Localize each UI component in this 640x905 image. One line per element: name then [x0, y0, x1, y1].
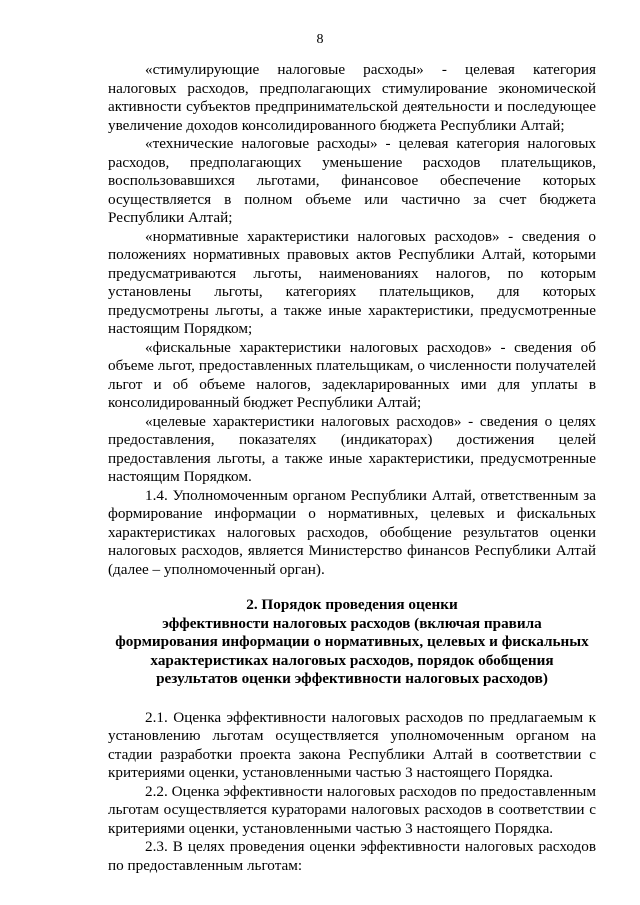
definition-stimulating: «стимулирующие налоговые расходы» - целевая категория налоговых расходов, предполагающих стимулирование экономической активности субъектов предпринимательской деятельности и последующее увеличение доходов консолидированного бюджета Республики Алтай; [108, 61, 596, 134]
definition-target: «целевые характеристики налоговых расходов» - сведения о целях предоставления, показателях (индикаторах) достижения целей предоставления льготы, а также иные характеристики, предусмотренные настоящим Порядком. [108, 412, 596, 485]
section-heading-line: характеристиках налоговых расходов, порядок обобщения [150, 651, 554, 669]
section-heading-line: формирования информации о нормативных, целевых и фискальных [115, 633, 589, 650]
clause-2-2: 2.2. Оценка эффективности налоговых расходов по предоставленным льготам осуществляется кураторами налоговых расходов в соответствии с критериями оценки, установленными частью 3 настоящего Порядка. [108, 782, 596, 837]
clause-1-4: 1.4. Уполномоченным органом Республики Алтай, ответственным за формирование информации о нормативных, целевых и фискальных характеристиках налоговых расходов, обобщение результатов оценки налоговых расходов, является Министерство финансов Республики Алтай (далее – уполномоченный орган). [108, 486, 596, 578]
page-number: 8 [316, 32, 324, 47]
definition-fiscal: «фискальные характеристики налоговых расходов» - сведения об объеме льгот, предоставленных плательщикам, о численности получателей льгот и об объеме налогов, задекларированных ими для уплаты в консолидированный бюджет Республики Алтай; [108, 338, 596, 411]
clause-2-3: 2.3. В целях проведения оценки эффективности налоговых расходов по предоставленным льготам: [108, 838, 596, 874]
definition-technical: «технические налоговые расходы» - целевая категория налоговых расходов, предполагающих уменьшение расходов плательщиков, воспользовавшихся льготами, финансовое обеспечение которых осуществляется в полном объеме или частично за счет бюджета Республики Алтай; [108, 135, 596, 226]
section-heading-line: результатов оценки эффективности налоговых расходов) [156, 670, 548, 687]
section-heading-line: эффективности налоговых расходов (включая правила [162, 614, 542, 632]
section-heading-line: 2. Порядок проведения оценки [246, 596, 458, 613]
document-body [108, 61, 596, 875]
section-2-heading [108, 596, 596, 689]
clause-2-1: 2.1. Оценка эффективности налоговых расходов по предлагаемым к установлению льготам осуществляется уполномоченным органом на стадии разработки проекта закона Республики Алтай в соответствии с критериями оценки, установленными частью 3 настоящего Порядка. [108, 708, 596, 781]
definition-normative: «нормативные характеристики налоговых расходов» - сведения о положениях нормативных правовых актов Республики Алтай, которыми предусматриваются льготы, наименованиях налогов, по которым установлены льготы, категориях плательщиков, для которых предусмотрены льготы, а также иные характеристики, предусмотренные настоящим Порядком; [108, 227, 596, 337]
